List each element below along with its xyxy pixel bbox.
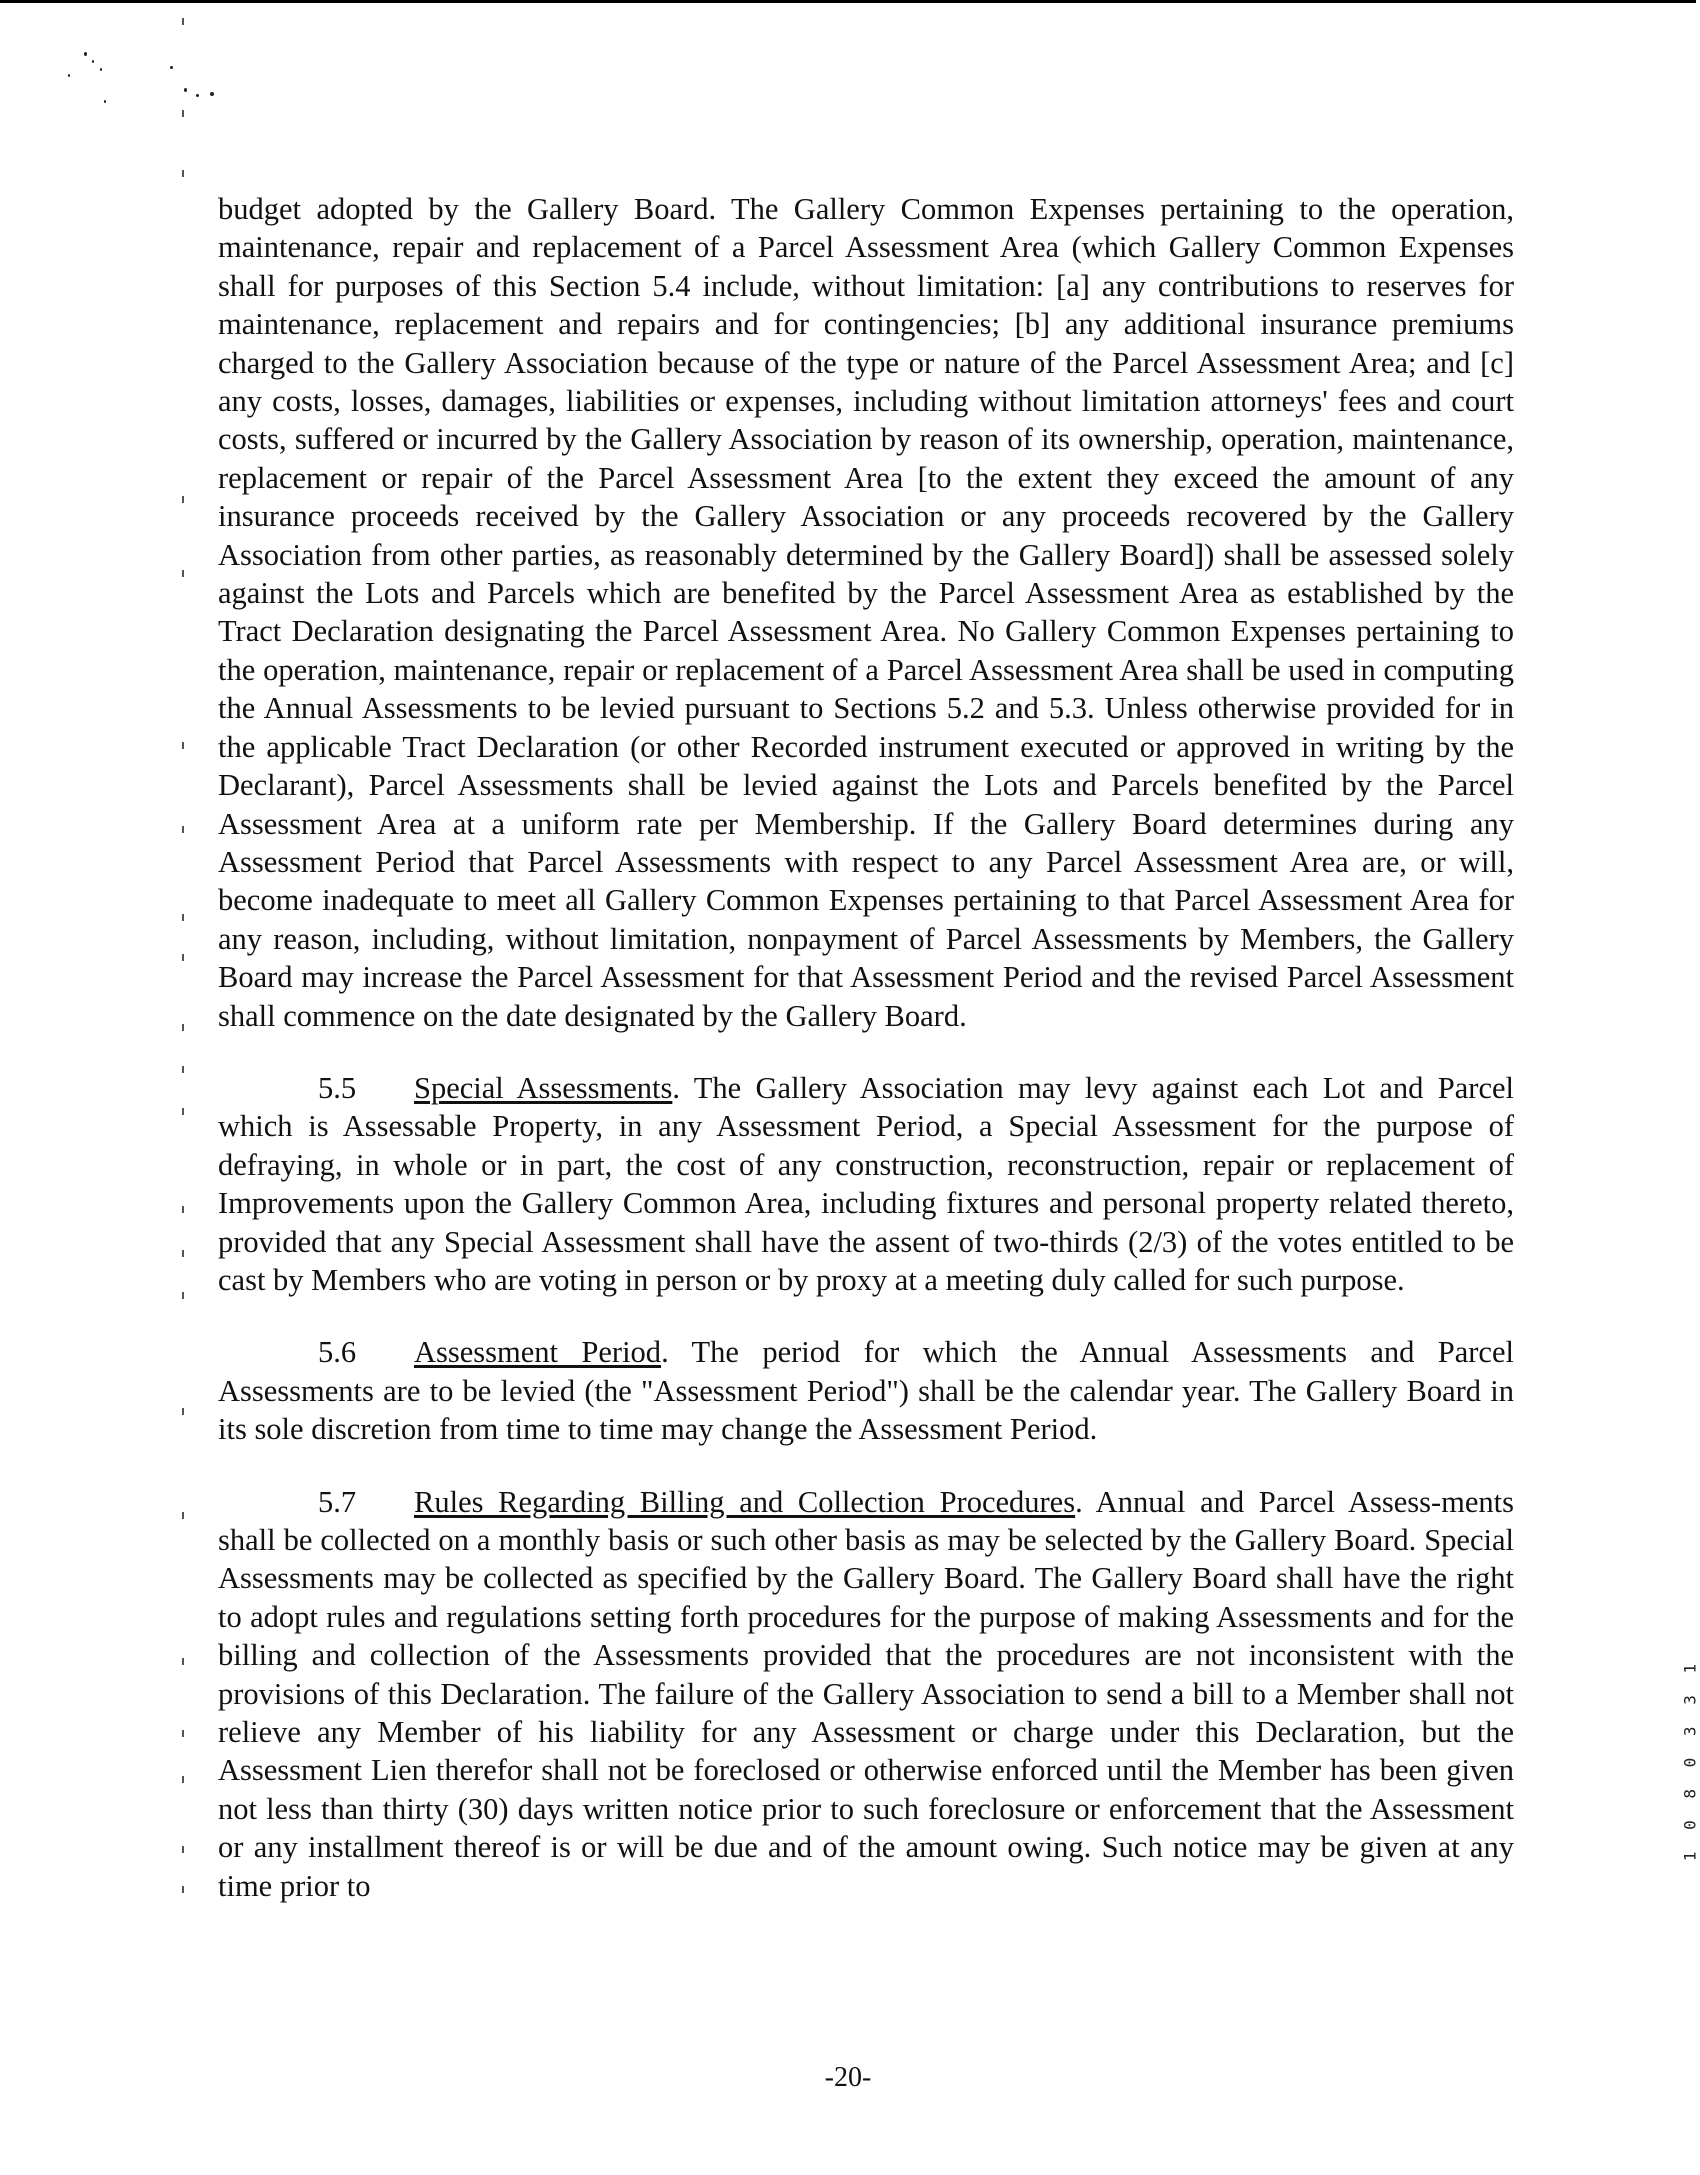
paragraph-text: . The period for which the Annual Assessments and Parcel Assessments are to be levied (the "Assessment Period") shall be the calendar year. The Gallery Board in its sole discretion from time to time may change the Assessment Period.: [218, 1335, 1514, 1447]
paragraph-5-5: [218, 1069, 1514, 1299]
section-title: Special Assessments: [414, 1070, 673, 1105]
section-number: 5.7: [318, 1484, 357, 1519]
paragraph-5-7: [218, 1483, 1514, 1905]
section-title: Assessment Period: [414, 1335, 662, 1370]
section-number: 5.6: [318, 1335, 357, 1370]
paragraph-text: budget adopted by the Gallery Board. The Gallery Common Expenses pertaining to the operation, maintenance, repair and replacement of a Parcel Assessment Area (which Gallery Common Expenses shall for purposes of this Section 5.4 include, without limitation: [a] any contributions to reserves for maintenance, replacement and repairs and for contingencies; [b] any additional insurance premiums charged to the Gallery Association because of the type or nature of the Parcel Assessment Area; and [c] any costs, losses, damages, liabilities or expenses, including without limitation attorneys' fees and court costs, suffered or incurred by the Gallery Association by reason of its ownership, operation, maintenance, replacement or repair of the Parcel Assessment Area [to the extent they exceed the amount of any insurance proceeds received by the Gallery Association or any proceeds recovered by the Gallery Association from other parties, as reasonably determined by the Gallery Board]) shall be assessed solely against the Lots and Parcels which are benefited by the Parcel Assessment Area as established by the Tract Declaration designating the Parcel Assessment Area. No Gallery Common Expenses pertaining to the operation, maintenance, repair or replacement of a Parcel Assessment Area shall be used in computing the Annual Assessments to be levied pursuant to Sections 5.2 and 5.3. Unless otherwise provided for in the applicable Tract Declaration (or other Recorded instrument executed or approved in writing by the Declarant), Parcel Assessments shall be levied against the Lots and Parcels benefited by the Parcel Assessment Area at a uniform rate per Membership. If the Gallery Board determines during any Assessment Period that Parcel Assessments with respect to any Parcel Assessment Area are, or will, become inadequate to meet all Gallery Common Expenses pertaining to that Parcel Assessment Area for any reason, including, without limitation, nonpayment of Parcel Assessments by Members, the Gallery Board may increase the Parcel Assessment for that Assessment Period and the revised Parcel Assessment shall commence on the date designated by the Gallery Board.: [218, 192, 1514, 1033]
body-text: [218, 190, 1514, 1905]
paragraph-text: . The Gallery Association may levy against each Lot and Parcel which is Assessable Property, in any Assessment Period, a Special Assessment for the purpose of defraying, in whole or in part, the cost of any construction, reconstruction, repair or replacement of Improvements upon the Gallery Common Area, including fixtures and personal property related thereto, provided that any Special Assessment shall have the assent of two-thirds (2/3) of the votes entitled to be cast by Members who are voting in person or by proxy at a meeting duly called for such purpose.: [218, 1070, 1514, 1297]
stamp-number: 1 0 8 0 3 3 1: [1680, 1657, 1700, 1862]
section-number: 5.5: [318, 1070, 357, 1105]
paragraph-5-6: [218, 1333, 1514, 1448]
page-number: -20-: [824, 2062, 872, 2093]
paragraph-5-4-continued: [218, 190, 1514, 1035]
scan-top-border: [0, 0, 1696, 3]
section-title: Rules Regarding Billing and Collection Procedures: [414, 1484, 1076, 1519]
recording-stamp: [1680, 1580, 1698, 1940]
paragraph-text: . Annual and Parcel Assess-ments shall be collected on a monthly basis or such other basis as may be selected by the Gallery Board. Special Assessments may be collected as specified by the Gallery Board. The Gallery Board shall have the right to adopt rules and regulations setting forth procedures for the purpose of making Assessments and for the billing and collection of the Assessments provided that the procedures are not inconsistent with the provisions of this Declaration. The failure of the Gallery Association to send a bill to a Member shall not relieve any Member of his liability for any Assessment or charge under this Declaration, but the Assessment Lien therefor shall not be foreclosed or otherwise enforced until the Member has been given not less than thirty (30) days written notice prior to such foreclosure or enforcement that the Assessment or any installment thereof is or will be due and of the amount owing. Such notice may be given at any time prior to: [218, 1484, 1515, 1903]
